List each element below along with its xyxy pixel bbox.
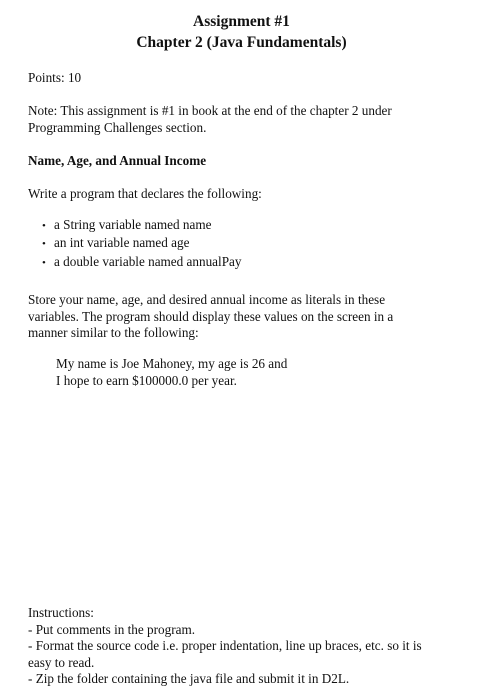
list-item-text: an int variable named age [54,235,190,251]
instruction-line: - Format the source code i.e. proper indentation, line up braces, etc. so it is [28,638,422,653]
section-heading: Name, Age, and Annual Income [28,153,207,168]
assignment-title: Assignment #1 [193,13,290,30]
instructions-block [28,605,468,688]
example-line: I hope to earn $100000.0 per year. [56,372,237,388]
example-line: My name is Joe Mahoney, my age is 26 and [56,356,288,371]
instruction-line: - Put comments in the program. [28,621,196,637]
instruction-line: - Zip the folder containing the java file and submit it in D2L. [28,671,350,686]
store-line: variables. The program should display these values on the screen in a [28,308,394,324]
note-line: Note: This assignment is #1 in book at the end of the chapter 2 under [28,103,392,118]
list-item [42,234,241,252]
store-line: manner similar to the following: [28,325,199,340]
instruction-line: easy to read. [28,654,95,670]
chapter-title: Chapter 2 (Java Fundamentals) [136,34,347,51]
note-paragraph [28,103,468,136]
bullet-icon: • [42,256,46,269]
list-item-text: a double variable named annualPay [54,253,242,269]
example-output [56,356,287,389]
list-item-text: a String variable named name [54,217,212,232]
note-line: Programming Challenges section. [28,119,207,135]
points-text: Points: 10 [28,70,82,85]
store-line: Store your name, age, and desired annual income as literals in these [28,292,386,307]
instructions-heading: Instructions: [28,605,94,620]
variable-list [42,216,241,271]
bullet-icon: • [42,220,46,232]
list-item [42,253,241,271]
store-paragraph [28,292,468,342]
list-item [42,216,241,234]
bullet-icon: • [42,238,46,251]
intro-text: Write a program that declares the following: [28,186,262,201]
